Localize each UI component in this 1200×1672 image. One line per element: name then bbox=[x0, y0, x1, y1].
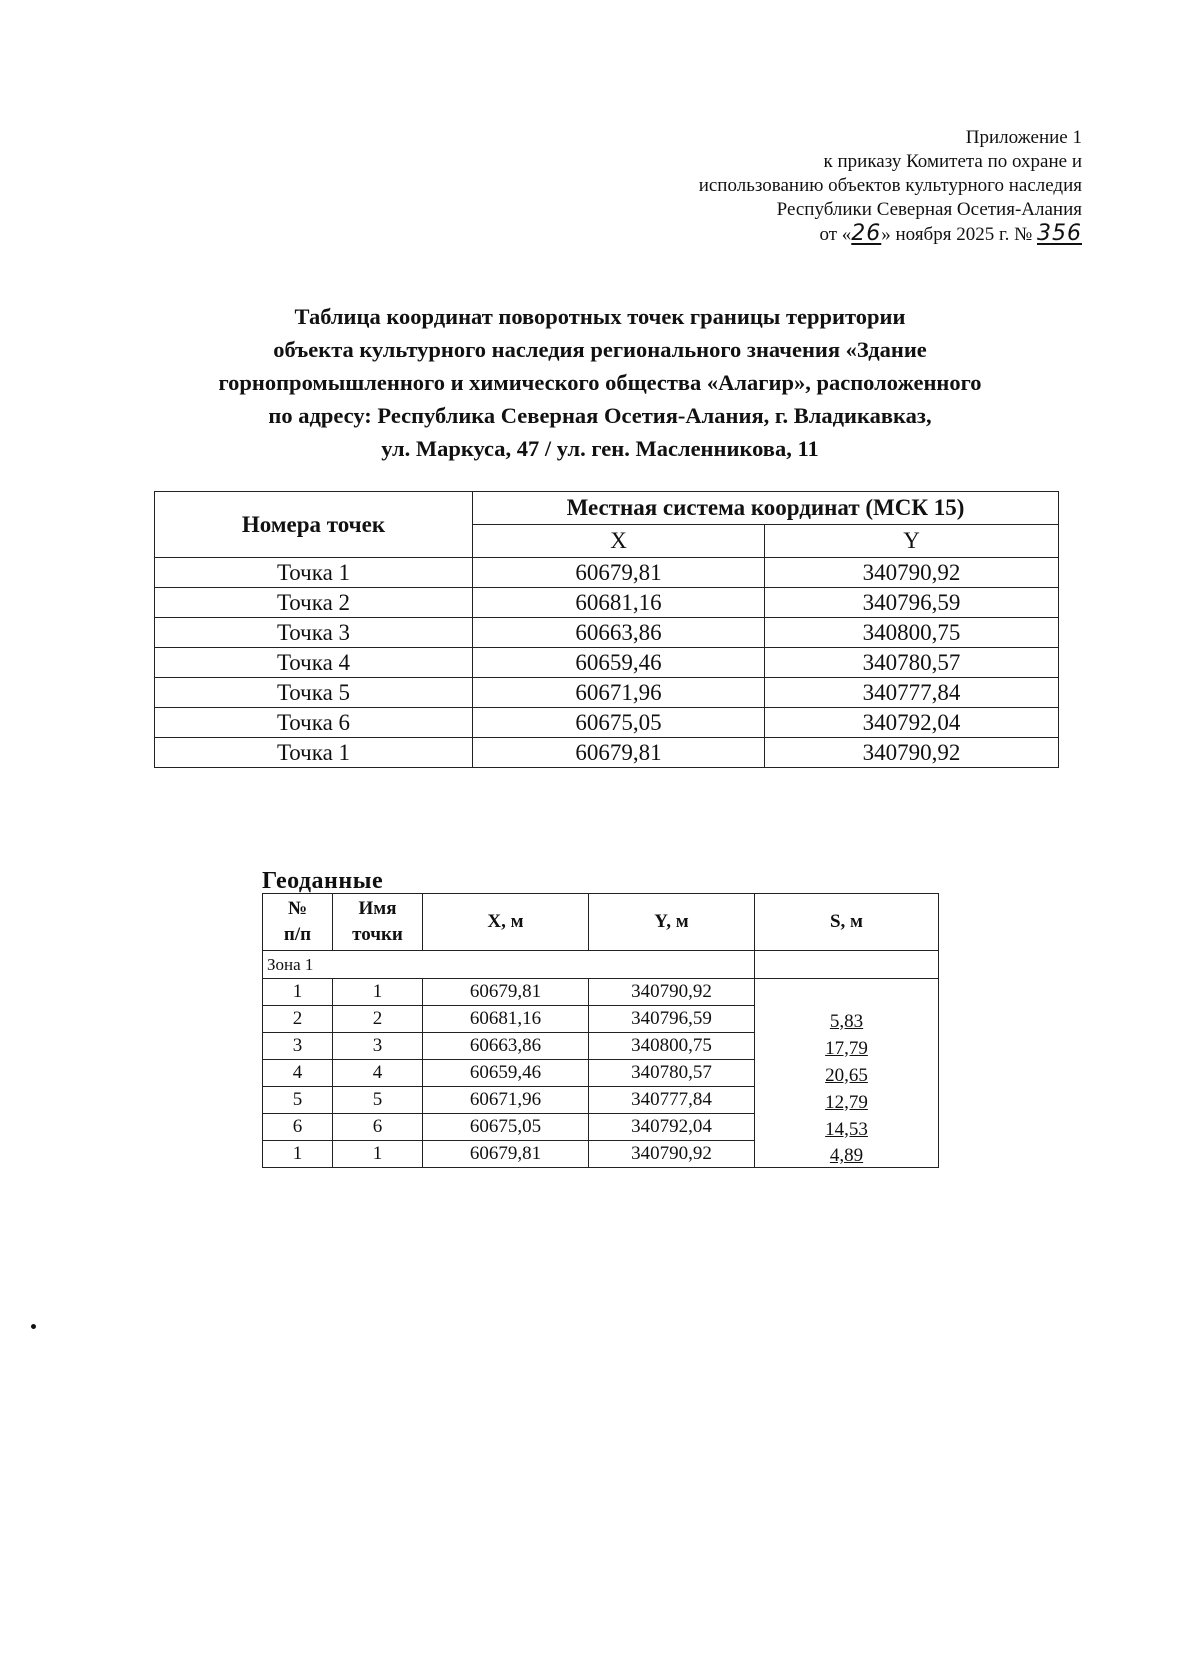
row-x: 60679,81 bbox=[423, 1141, 589, 1168]
header-x: X bbox=[473, 525, 765, 558]
row-point-name: 2 bbox=[333, 1006, 423, 1033]
row-s bbox=[755, 979, 939, 1006]
table-row bbox=[263, 1006, 939, 1033]
table-row bbox=[263, 1141, 939, 1168]
row-point-name: 1 bbox=[333, 1141, 423, 1168]
row-point-name: 4 bbox=[333, 1060, 423, 1087]
date-prefix: от « bbox=[819, 224, 852, 245]
title-line: горнопромышленного и химического общества «Алагир», расположенного bbox=[218, 370, 982, 395]
x-value: 60681,16 bbox=[473, 588, 765, 618]
row-s: 14,53 bbox=[755, 1114, 939, 1141]
geodata-table bbox=[262, 893, 939, 1168]
table-row bbox=[263, 979, 939, 1006]
row-x: 60671,96 bbox=[423, 1087, 589, 1114]
appendix-date-line bbox=[699, 222, 1082, 247]
row-num: 1 bbox=[263, 979, 333, 1006]
coordinates-table bbox=[154, 491, 1059, 768]
point-name: Точка 6 bbox=[155, 708, 473, 738]
table-row bbox=[263, 1060, 939, 1087]
appendix-header bbox=[699, 126, 1082, 247]
row-point-name: 3 bbox=[333, 1033, 423, 1060]
y-value: 340777,84 bbox=[765, 678, 1059, 708]
row-s: 17,79 bbox=[755, 1033, 939, 1060]
y-value: 340790,92 bbox=[765, 558, 1059, 588]
row-s: 12,79 bbox=[755, 1087, 939, 1114]
row-x: 60679,81 bbox=[423, 979, 589, 1006]
table-row bbox=[155, 678, 1059, 708]
x-value: 60675,05 bbox=[473, 708, 765, 738]
x-value: 60679,81 bbox=[473, 558, 765, 588]
row-s: 5,83 bbox=[755, 1006, 939, 1033]
table-row bbox=[263, 1033, 939, 1060]
handwritten-day: 26 bbox=[851, 221, 882, 246]
header-num: № п/п bbox=[263, 894, 333, 951]
title-line: объекта культурного наследия регионального значения «Здание bbox=[273, 337, 927, 362]
appendix-line: к приказу Комитета по охране и bbox=[823, 151, 1082, 172]
date-middle: » ноября 2025 г. № bbox=[881, 224, 1033, 245]
title-line: по адресу: Республика Северная Осетия-Алания, г. Владикавказ, bbox=[268, 403, 932, 428]
document-title bbox=[100, 300, 1100, 465]
table-row bbox=[263, 1114, 939, 1141]
row-num: 3 bbox=[263, 1033, 333, 1060]
row-x: 60681,16 bbox=[423, 1006, 589, 1033]
scan-speck bbox=[30, 1323, 37, 1330]
table-row bbox=[155, 558, 1059, 588]
row-num: 5 bbox=[263, 1087, 333, 1114]
title-line: Таблица координат поворотных точек границы территории bbox=[294, 304, 906, 329]
header-y: Y, м bbox=[589, 894, 755, 951]
row-point-name: 1 bbox=[333, 979, 423, 1006]
row-num: 2 bbox=[263, 1006, 333, 1033]
row-s: 20,65 bbox=[755, 1060, 939, 1087]
point-name: Точка 3 bbox=[155, 618, 473, 648]
point-name: Точка 4 bbox=[155, 648, 473, 678]
geodata-title: Геоданные bbox=[262, 868, 384, 894]
table-row bbox=[155, 708, 1059, 738]
point-name: Точка 1 bbox=[155, 738, 473, 768]
y-value: 340796,59 bbox=[765, 588, 1059, 618]
table-row bbox=[155, 648, 1059, 678]
point-name: Точка 5 bbox=[155, 678, 473, 708]
zone-label: Зона 1 bbox=[263, 951, 755, 979]
row-y: 340792,04 bbox=[589, 1114, 755, 1141]
appendix-line: использованию объектов культурного наследия bbox=[698, 175, 1082, 196]
row-x: 60675,05 bbox=[423, 1114, 589, 1141]
table-row bbox=[155, 738, 1059, 768]
appendix-line: Приложение 1 bbox=[965, 127, 1082, 148]
header-coordinate-system: Местная система координат (МСК 15) bbox=[473, 492, 1059, 525]
s-cell-empty bbox=[755, 951, 939, 979]
x-value: 60663,86 bbox=[473, 618, 765, 648]
header-point-name: Имя точки bbox=[333, 894, 423, 951]
header-y: Y bbox=[765, 525, 1059, 558]
table-row bbox=[155, 588, 1059, 618]
row-x: 60663,86 bbox=[423, 1033, 589, 1060]
row-num: 6 bbox=[263, 1114, 333, 1141]
row-y: 340790,92 bbox=[589, 979, 755, 1006]
x-value: 60679,81 bbox=[473, 738, 765, 768]
row-y: 340800,75 bbox=[589, 1033, 755, 1060]
row-num: 1 bbox=[263, 1141, 333, 1168]
header-x: X, м bbox=[423, 894, 589, 951]
row-y: 340796,59 bbox=[589, 1006, 755, 1033]
row-num: 4 bbox=[263, 1060, 333, 1087]
appendix-line: Республики Северная Осетия-Алания bbox=[776, 199, 1082, 220]
y-value: 340800,75 bbox=[765, 618, 1059, 648]
header-s: S, м bbox=[755, 894, 939, 951]
point-name: Точка 2 bbox=[155, 588, 473, 618]
row-point-name: 6 bbox=[333, 1114, 423, 1141]
row-y: 340777,84 bbox=[589, 1087, 755, 1114]
handwritten-order-number: 356 bbox=[1037, 221, 1082, 246]
header-point-numbers: Номера точек bbox=[155, 492, 473, 558]
point-name: Точка 1 bbox=[155, 558, 473, 588]
x-value: 60671,96 bbox=[473, 678, 765, 708]
row-x: 60659,46 bbox=[423, 1060, 589, 1087]
table-row bbox=[263, 1087, 939, 1114]
row-y: 340780,57 bbox=[589, 1060, 755, 1087]
row-s: 4,89 bbox=[755, 1141, 939, 1168]
x-value: 60659,46 bbox=[473, 648, 765, 678]
row-y: 340790,92 bbox=[589, 1141, 755, 1168]
y-value: 340792,04 bbox=[765, 708, 1059, 738]
table-row bbox=[155, 618, 1059, 648]
y-value: 340780,57 bbox=[765, 648, 1059, 678]
y-value: 340790,92 bbox=[765, 738, 1059, 768]
row-point-name: 5 bbox=[333, 1087, 423, 1114]
title-line: ул. Маркуса, 47 / ул. ген. Масленникова, 11 bbox=[381, 436, 819, 461]
